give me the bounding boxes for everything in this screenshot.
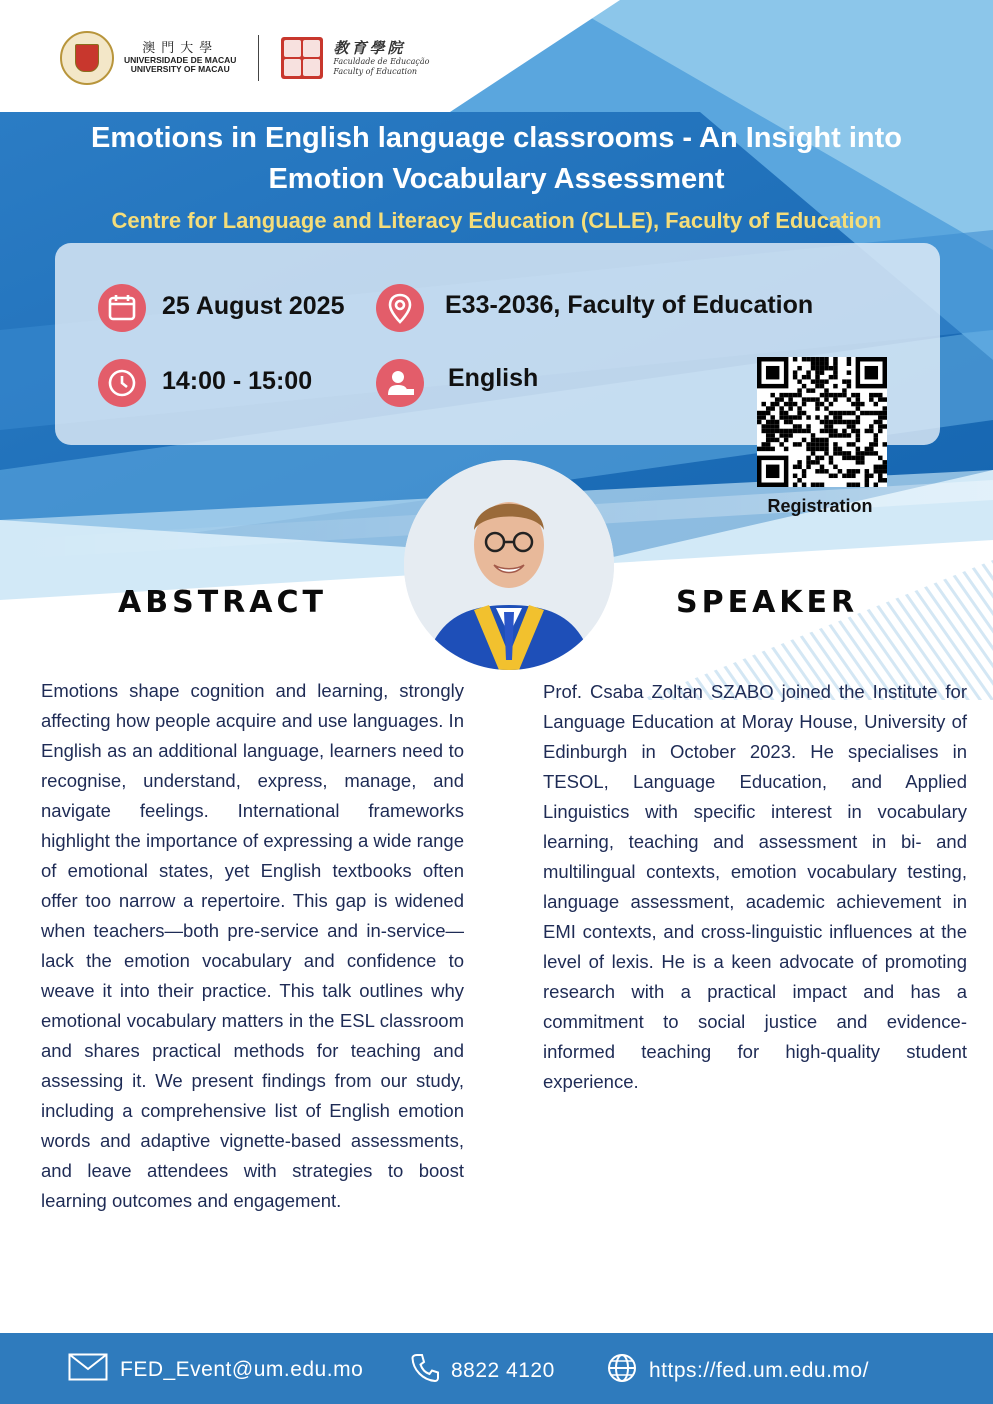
globe-icon [607, 1353, 649, 1389]
website-url: https://fed.um.edu.mo/ [649, 1359, 869, 1382]
phone-number: 8822 4120 [451, 1359, 555, 1382]
footer-website[interactable] [607, 1353, 869, 1389]
event-language: English [448, 364, 539, 392]
logo-divider [258, 35, 259, 81]
registration-qr-code[interactable] [757, 357, 887, 487]
phone-icon [411, 1353, 451, 1389]
calendar-icon [98, 284, 146, 332]
event-title-line1: Emotions in English language classrooms - An Insight into [91, 122, 902, 154]
clock-icon [98, 359, 146, 407]
envelope-icon [68, 1353, 120, 1387]
abstract-heading: ABSTRACT [118, 585, 327, 620]
event-venue: E33-2036, Faculty of Education [445, 291, 814, 319]
registration-label: Registration [767, 496, 873, 516]
footer-email[interactable] [68, 1353, 363, 1387]
abstract-text: Emotions shape cognition and learning, strongly affecting how people acquire and use languages. In English as an additional language, learners need to recognise, understand, express, manage, and navigate feelings. International frameworks highlight the importance of expressing a wide range of emotional states, yet English textbooks often offer too narrow a repertoire. This gap is widened when teachers—both pre-service and in-service—lack the emotion vocabulary and confidence to weave it into their practice. This talk outlines why emotional vocabulary matters in the ESL classroom and shares practical methods for teaching and assessing it. We present findings from our study, including a comprehensive list of English emotion words and adaptive vignette-based assessments, and leave attendees with strategies to boost learning outcomes and engagement. [41, 680, 464, 1211]
event-date: 25 August 2025 [162, 292, 345, 320]
event-title [60, 118, 933, 200]
event-time: 14:00 - 15:00 [162, 367, 313, 395]
speaker-photo [404, 460, 614, 670]
speaker-person-icon [376, 359, 424, 407]
location-pin-icon [376, 284, 424, 332]
email-address: FED_Event@um.edu.mo [120, 1358, 364, 1381]
fed-seal-logo [281, 37, 323, 79]
speaker-heading: SPEAKER [676, 585, 859, 620]
um-wordmark: 澳門大學 UNIVERSIDADE DE MACAU UNIVERSITY OF MACAU [124, 40, 237, 75]
footer-phone[interactable] [411, 1353, 555, 1389]
fed-wordmark: 教育學院 Faculdade de Educação Faculty of Education [333, 39, 430, 76]
event-title-line2: Emotion Vocabulary Assessment [268, 163, 725, 195]
um-crest-logo [60, 31, 114, 85]
speaker-bio: Prof. Csaba Zoltan SZABO joined the Institute for Language Education at Moray House, University of Edinburgh in October 2023. He specialises in TESOL, Language Education, and Applied Linguistics with specific interest in vocabulary learning, teaching and assessment in bi- and multilingual contexts, emotion vocabulary testing, language assessment, academic achievement in EMI contexts, and cross-linguistic influences at the level of lexis. He is a keen advocate of promoting research with a practical impact and has a commitment to social justice and evidence-informed teaching for high-quality student experience. [543, 681, 967, 1092]
organizer-subtitle: Centre for Language and Literacy Education (CLLE), Faculty of Education [111, 208, 882, 233]
logo-bar [60, 30, 430, 86]
